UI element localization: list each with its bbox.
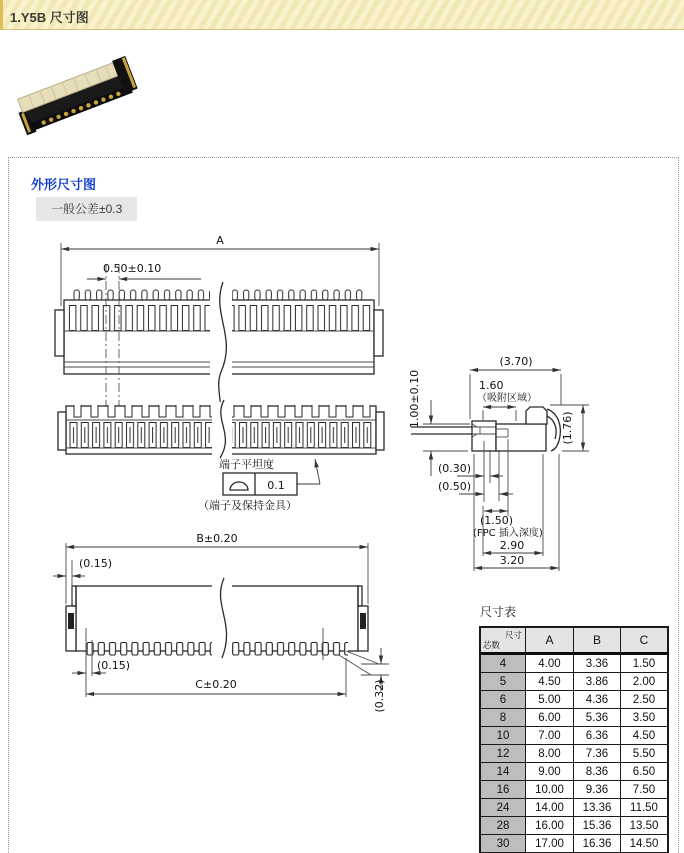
dimension-value-cell: 7.00 bbox=[526, 727, 574, 745]
dimension-value-cell: 16.00 bbox=[526, 817, 574, 835]
dim-290-label: 2.90 bbox=[499, 539, 525, 552]
pin-count-cell: 30 bbox=[480, 835, 526, 853]
dim-offset-top-label: (0.15) bbox=[79, 557, 113, 570]
dim-height-label: 1.00±0.10 bbox=[408, 369, 421, 429]
dimension-value-cell: 4.00 bbox=[526, 654, 574, 673]
pin-count-cell: 8 bbox=[480, 709, 526, 727]
dimension-value-cell: 4.50 bbox=[526, 673, 574, 691]
dimension-value-cell: 6.00 bbox=[526, 709, 574, 727]
column-header-b: B bbox=[574, 627, 621, 654]
dimension-value-cell: 5.50 bbox=[621, 745, 669, 763]
dimension-value-cell: 5.36 bbox=[574, 709, 621, 727]
pin-count-cell: 4 bbox=[480, 654, 526, 673]
pin-count-cell: 28 bbox=[480, 817, 526, 835]
suction-note: （吸附区域） bbox=[477, 393, 537, 404]
pin-count-cell: 16 bbox=[480, 781, 526, 799]
pin-count-cell: 10 bbox=[480, 727, 526, 745]
dim-320-label: 3.20 bbox=[499, 554, 525, 567]
dimension-value-cell: 4.50 bbox=[621, 727, 669, 745]
dimension-value-cell: 2.50 bbox=[621, 691, 669, 709]
flatness-label: 端子平坦度 bbox=[219, 458, 274, 471]
dim-c-label: C±0.20 bbox=[195, 678, 237, 691]
dimension-value-cell: 9.36 bbox=[574, 781, 621, 799]
table-row bbox=[480, 781, 668, 799]
table-row bbox=[480, 835, 668, 853]
table-row bbox=[480, 673, 668, 691]
pin-count-cell: 14 bbox=[480, 763, 526, 781]
dimension-value-cell: 14.00 bbox=[526, 799, 574, 817]
header-accent-stripe bbox=[0, 0, 3, 30]
section-heading: 外形尺寸图 bbox=[31, 177, 97, 192]
page-title: 1.Y5B 尺寸图 bbox=[10, 10, 89, 25]
dimension-value-cell: 17.00 bbox=[526, 835, 574, 853]
table-row bbox=[480, 654, 668, 673]
dimension-value-cell: 7.36 bbox=[574, 745, 621, 763]
dim-pad-label: (0.32) bbox=[373, 679, 386, 713]
dimension-value-cell: 15.36 bbox=[574, 817, 621, 835]
column-header-a: A bbox=[526, 627, 574, 654]
dim-b-label: B±0.20 bbox=[196, 532, 238, 545]
section-header-bar bbox=[0, 0, 684, 30]
dim-050-label: (0.50) bbox=[438, 480, 472, 493]
table-row bbox=[480, 709, 668, 727]
corner-label-size: 尺寸 bbox=[504, 630, 522, 640]
fpc-depth-note: (FPC 插入深度) bbox=[473, 528, 543, 539]
outline-dimension-box bbox=[8, 157, 679, 853]
dimension-value-cell: 8.36 bbox=[574, 763, 621, 781]
bottom-view-drawing bbox=[53, 532, 389, 713]
dimension-value-cell: 11.50 bbox=[621, 799, 669, 817]
size-table-block bbox=[479, 603, 669, 853]
dimension-value-cell: 10.00 bbox=[526, 781, 574, 799]
dimension-value-cell: 14.50 bbox=[621, 835, 669, 853]
table-row bbox=[480, 799, 668, 817]
front-view-drawing bbox=[58, 400, 384, 512]
pin-count-cell: 5 bbox=[480, 673, 526, 691]
dimension-value-cell: 1.50 bbox=[621, 654, 669, 673]
dim-fpc-depth-label: (1.50) bbox=[480, 514, 514, 527]
dim-030-label: (0.30) bbox=[438, 462, 472, 475]
dim-a-label: A bbox=[216, 234, 224, 247]
dimension-value-cell: 3.36 bbox=[574, 654, 621, 673]
side-view-drawing bbox=[408, 355, 589, 571]
table-row bbox=[480, 763, 668, 781]
table-row bbox=[480, 817, 668, 835]
pin-count-cell: 6 bbox=[480, 691, 526, 709]
dim-176-label: (1.76) bbox=[561, 411, 574, 445]
dimension-value-cell: 5.00 bbox=[526, 691, 574, 709]
table-row bbox=[480, 727, 668, 745]
dim-offset-bottom-label: (0.15) bbox=[97, 659, 131, 672]
pin-count-cell: 12 bbox=[480, 745, 526, 763]
dimension-value-cell: 7.50 bbox=[621, 781, 669, 799]
dimension-value-cell: 13.50 bbox=[621, 817, 669, 835]
pin-count-cell: 24 bbox=[480, 799, 526, 817]
dimension-value-cell: 4.36 bbox=[574, 691, 621, 709]
dim-370-label: (3.70) bbox=[499, 355, 533, 368]
corner-label-pins: 芯数 bbox=[483, 640, 501, 650]
table-row bbox=[480, 691, 668, 709]
size-table-body bbox=[480, 654, 668, 853]
flatness-value: 0.1 bbox=[267, 479, 285, 492]
dimension-value-cell: 3.50 bbox=[621, 709, 669, 727]
dimension-value-cell: 3.86 bbox=[574, 673, 621, 691]
table-header-row bbox=[480, 627, 668, 654]
dimension-value-cell: 6.36 bbox=[574, 727, 621, 745]
size-table bbox=[479, 626, 669, 853]
tolerance-note: 一般公差±0.3 bbox=[36, 197, 137, 221]
dimension-value-cell: 13.36 bbox=[574, 799, 621, 817]
dimension-value-cell: 8.00 bbox=[526, 745, 574, 763]
dimension-value-cell: 16.36 bbox=[574, 835, 621, 853]
dimension-value-cell: 6.50 bbox=[621, 763, 669, 781]
table-row bbox=[480, 745, 668, 763]
dim-suction-label: 1.60 bbox=[479, 379, 504, 392]
product-photo bbox=[8, 50, 153, 142]
column-header-c: C bbox=[621, 627, 669, 654]
dim-pitch-label: 0.50±0.10 bbox=[103, 262, 162, 275]
size-table-title: 尺寸表 bbox=[480, 605, 517, 619]
table-corner-cell bbox=[480, 627, 526, 654]
dimension-value-cell: 9.00 bbox=[526, 763, 574, 781]
flatness-note: （端子及保持金具） bbox=[198, 499, 297, 512]
dimension-value-cell: 2.00 bbox=[621, 673, 669, 691]
